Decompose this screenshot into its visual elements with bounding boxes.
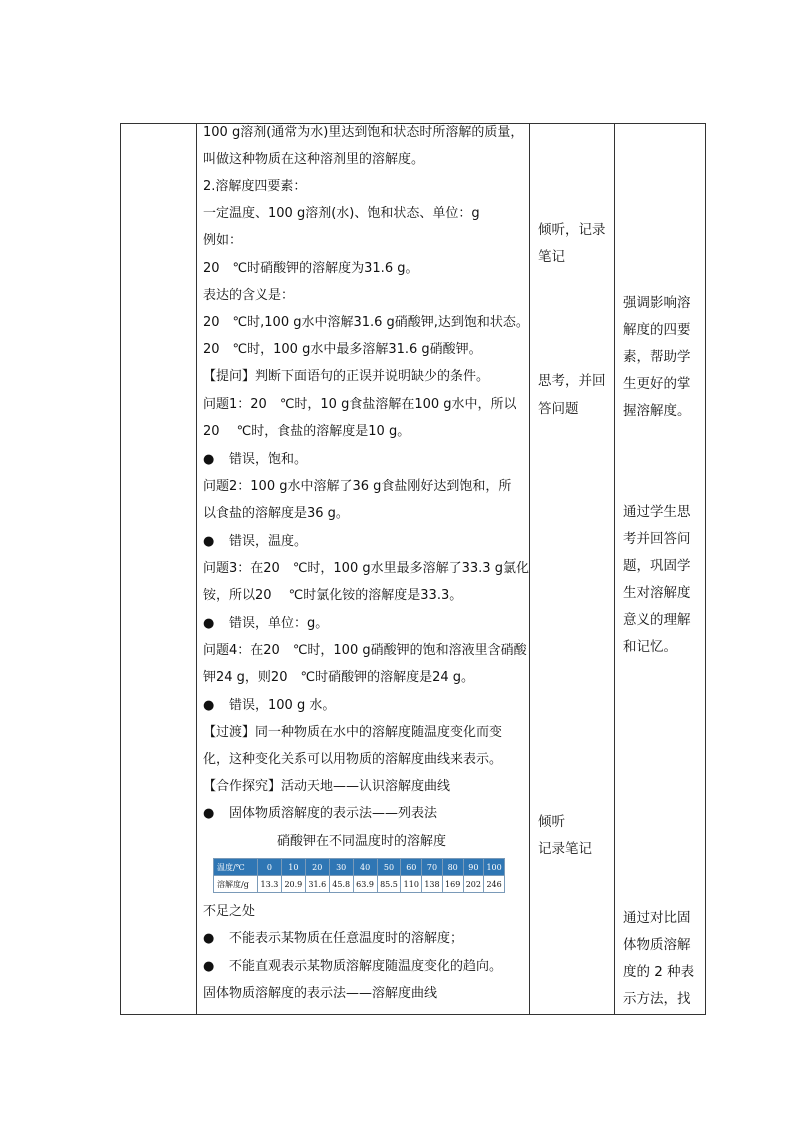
content-line: 问题2：100 g水中溶解了36 g食盐刚好达到饱和，所 bbox=[203, 479, 512, 494]
activity-line: 倾听，记录 bbox=[538, 222, 606, 238]
table-header-cell: 0 bbox=[258, 859, 282, 876]
bullet-line: ● 错误，温度。 bbox=[203, 534, 308, 549]
content-line: 固体物质溶解度的表示法——溶解度曲线 bbox=[203, 986, 438, 1001]
table-cell: 110 bbox=[401, 876, 422, 893]
bullet-icon: ● bbox=[203, 452, 215, 467]
table-header-cell: 90 bbox=[463, 859, 484, 876]
content-line: 问题3：在20 ℃时，100 g水里最多溶解了33.3 g氯化 bbox=[203, 561, 529, 576]
column-divider bbox=[614, 124, 615, 1014]
table-header-cell: 50 bbox=[377, 859, 401, 876]
table-cell: 20.9 bbox=[281, 876, 305, 893]
table-cell: 246 bbox=[484, 876, 505, 893]
content-line: 化，这种变化关系可以用物质的溶解度曲线来表示。 bbox=[203, 752, 503, 767]
bullet-line: ● 固体物质溶解度的表示法——列表法 bbox=[203, 806, 438, 821]
table-cell: 202 bbox=[463, 876, 484, 893]
content-line: 2.溶解度四要素： bbox=[203, 179, 307, 194]
bullet-line: ● 错误，单位：g。 bbox=[203, 616, 329, 631]
solubility-table bbox=[213, 858, 505, 893]
table-header-cell: 40 bbox=[353, 859, 377, 876]
intent-line: 握溶解度。 bbox=[623, 403, 691, 419]
table-cell: 138 bbox=[422, 876, 443, 893]
content-line: 以食盐的溶解度是36 g。 bbox=[203, 506, 349, 521]
content-line: 不足之处 bbox=[203, 904, 256, 919]
table-header-cell: 温度/℃ bbox=[214, 859, 258, 876]
table-row bbox=[214, 859, 505, 876]
intent-line: 强调影响溶 bbox=[623, 295, 691, 311]
content-line: 20 ℃时，食盐的溶解度是10 g。 bbox=[203, 424, 411, 439]
content-line: 一定温度、100 g溶剂(水)、饱和状态、单位：g bbox=[203, 206, 480, 221]
column-divider bbox=[196, 124, 197, 1014]
content-line: 问题4：在20 ℃时，100 g硝酸钾的饱和溶液里含硝酸 bbox=[203, 643, 527, 658]
table-header-cell: 70 bbox=[422, 859, 443, 876]
table-cell: 85.5 bbox=[377, 876, 401, 893]
bullet-line: ● 不能直观表示某物质溶解度随温度变化的趋向。 bbox=[203, 959, 503, 974]
table-header-cell: 30 bbox=[329, 859, 353, 876]
table-header-cell: 20 bbox=[305, 859, 329, 876]
table-header-cell: 100 bbox=[484, 859, 505, 876]
content-line: 例如： bbox=[203, 233, 243, 248]
content-line: 钾24 g，则20 ℃时硝酸钾的溶解度是24 g。 bbox=[203, 670, 474, 685]
table-header-cell: 10 bbox=[281, 859, 305, 876]
activity-line: 答问题 bbox=[538, 401, 579, 417]
bullet-icon: ● bbox=[203, 931, 215, 946]
content-line: 【提问】判断下面语句的正误并说明缺少的条件。 bbox=[203, 369, 490, 384]
intent-line: 解度的四要 bbox=[623, 322, 691, 338]
bullet-icon: ● bbox=[203, 959, 215, 974]
content-line: 100 g溶剂(通常为水)里达到饱和状态时所溶解的质量， bbox=[203, 125, 524, 140]
intent-line: 题，巩固学 bbox=[623, 558, 691, 574]
activity-line: 思考，并回 bbox=[538, 373, 606, 389]
intent-line: 示方法，找 bbox=[623, 991, 691, 1007]
content-line: 叫做这种物质在这种溶剂里的溶解度。 bbox=[203, 152, 425, 167]
content-line: 20 ℃时硝酸钾的溶解度为31.6 g。 bbox=[203, 261, 419, 276]
content-line: 【合作探究】活动天地——认识溶解度曲线 bbox=[203, 779, 451, 794]
intent-line: 通过学生思 bbox=[623, 504, 691, 520]
intent-line: 意义的理解 bbox=[623, 612, 691, 628]
table-row bbox=[214, 876, 505, 893]
content-line: 铵，所以20 ℃时氯化铵的溶解度是33.3。 bbox=[203, 588, 463, 603]
table-cell: 13.3 bbox=[258, 876, 282, 893]
bullet-icon: ● bbox=[203, 616, 215, 631]
table-cell: 溶解度/g bbox=[214, 876, 258, 893]
content-line: 20 ℃时，100 g水中最多溶解31.6 g硝酸钾。 bbox=[203, 342, 482, 357]
bullet-icon: ● bbox=[203, 534, 215, 549]
content-line: 问题1：20 ℃时，10 g食盐溶解在100 g水中，所以 bbox=[203, 397, 517, 412]
bullet-line: ● 错误，饱和。 bbox=[203, 452, 308, 467]
activity-line: 倾听 bbox=[538, 814, 565, 830]
table-cell: 169 bbox=[442, 876, 463, 893]
activity-line: 记录笔记 bbox=[538, 841, 592, 857]
table-caption: 硝酸钾在不同温度时的溶解度 bbox=[277, 834, 447, 849]
table-cell: 45.8 bbox=[329, 876, 353, 893]
bullet-line: ● 不能表示某物质在任意温度时的溶解度； bbox=[203, 931, 464, 946]
content-line: 表达的含义是： bbox=[203, 288, 295, 303]
content-line: 20 ℃时,100 g水中溶解31.6 g硝酸钾,达到饱和状态。 bbox=[203, 315, 529, 330]
table-header-cell: 60 bbox=[401, 859, 422, 876]
lesson-table bbox=[120, 123, 706, 1015]
content-line: 【过渡】同一种物质在水中的溶解度随温度变化而变 bbox=[203, 725, 503, 740]
bullet-icon: ● bbox=[203, 806, 215, 821]
intent-line: 生对溶解度 bbox=[623, 585, 691, 601]
intent-line: 生更好的掌 bbox=[623, 376, 691, 392]
intent-line: 度的 2 种表 bbox=[623, 964, 695, 980]
table-cell: 31.6 bbox=[305, 876, 329, 893]
table-header-cell: 80 bbox=[442, 859, 463, 876]
table-cell: 63.9 bbox=[353, 876, 377, 893]
bullet-line: ● 错误，100 g 水。 bbox=[203, 698, 336, 713]
intent-line: 体物质溶解 bbox=[623, 937, 691, 953]
bullet-icon: ● bbox=[203, 698, 215, 713]
intent-line: 考并回答问 bbox=[623, 531, 691, 547]
intent-line: 和记忆。 bbox=[623, 639, 677, 655]
activity-line: 笔记 bbox=[538, 249, 565, 265]
intent-line: 素，帮助学 bbox=[623, 349, 691, 365]
column-divider bbox=[529, 124, 530, 1014]
intent-line: 通过对比固 bbox=[623, 910, 691, 926]
